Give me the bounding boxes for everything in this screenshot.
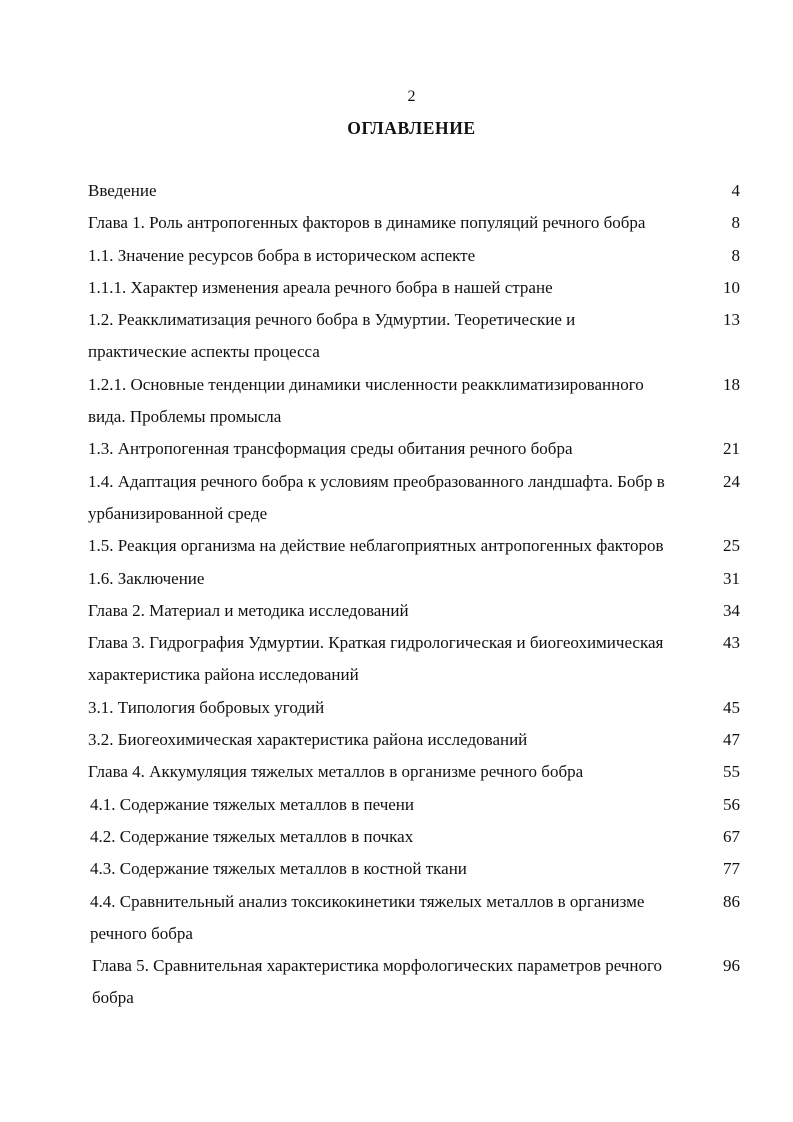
toc-entry-text: Глава 3. Гидрография Удмуртии. Краткая гидрологическая и биогеохимическая характеристика района исследований (88, 633, 664, 685)
toc-entry-page: 21 (723, 439, 740, 459)
toc-entry-text: Введение (88, 181, 157, 200)
toc-entry-text: 4.4. Сравнительный анализ токсикокинетики тяжелых металлов в организме речного бобра (90, 891, 645, 943)
toc-entry-chapter-3 (88, 627, 740, 692)
toc-entry-page: 77 (723, 859, 740, 879)
toc-entry-text: 1.2.1. Основные тенденции динамики численности реакклиматизированного вида. Проблемы промысла (88, 374, 644, 427)
toc-entry-page: 47 (723, 730, 740, 750)
toc-entry-chapter-2 (88, 595, 740, 627)
toc-entry-page: 45 (723, 697, 740, 717)
toc-entry-page: 25 (723, 536, 740, 556)
toc-entry-page: 18 (723, 374, 740, 394)
toc-entry-text: 1.5. Реакция организма на действие неблагоприятных антропогенных факторов (88, 536, 664, 556)
toc-entry-page: 43 (723, 633, 740, 653)
toc-entry-introduction (88, 175, 740, 207)
toc-entry-page: 8 (731, 245, 740, 265)
toc-entry-1-2 (88, 304, 740, 369)
toc-entry-1-3 (88, 433, 740, 465)
toc-entry-text: Глава 4. Аккумуляция тяжелых металлов в организме речного бобра (88, 762, 584, 782)
toc-entry-chapter-4 (88, 756, 740, 788)
page-number: 2 (407, 88, 416, 105)
toc-entry-text: Глава 1. Роль антропогенных факторов в динамике популяций речного бобра (88, 213, 646, 233)
toc-entry-1-2-1 (88, 369, 740, 434)
toc-entry-page: 24 (723, 471, 740, 491)
toc-entry-text: 1.6. Заключение (88, 568, 205, 588)
toc-entry-text: Глава 2. Материал и методика исследований (88, 600, 409, 620)
toc-entry-chapter-1 (88, 207, 740, 239)
toc-entry-page: 8 (731, 213, 740, 233)
toc-title: ОГЛАВЛЕНИЕ (347, 118, 476, 138)
toc-entry-text: 1.1.1. Характер изменения ареала речного бобра в нашей стране (88, 277, 553, 297)
toc-entry-text: 4.3. Содержание тяжелых металлов в костной ткани (90, 859, 467, 879)
toc-entry-text: 1.4. Адаптация речного бобра к условиям преобразованного ландшафта. Бобр в урбанизированной среде (88, 471, 665, 523)
toc-entry-1-1 (88, 240, 740, 272)
toc-entry-text: 1.3. Антропогенная трансформация среды обитания речного бобра (88, 439, 573, 459)
toc-entry-page: 10 (723, 277, 740, 297)
toc-entry-3-1 (88, 692, 740, 724)
toc-entry-page: 55 (723, 762, 740, 782)
toc-entry-page: 4 (731, 181, 740, 200)
toc-entry-chapter-5 (92, 950, 740, 1015)
toc-entry-text: 4.1. Содержание тяжелых металлов в печени (90, 794, 414, 814)
toc-entry-3-2 (88, 724, 740, 756)
toc-entry-text: 3.2. Биогеохимическая характеристика района исследований (88, 730, 528, 750)
toc-entry-page: 34 (723, 600, 740, 620)
toc-entry-1-6 (88, 563, 740, 595)
toc-entry-1-4 (88, 466, 740, 531)
toc-entry-1-1-1 (88, 272, 740, 304)
toc-entry-page: 56 (723, 794, 740, 814)
toc-entry-page: 86 (723, 891, 740, 911)
toc-entry-text: Глава 5. Сравнительная характеристика морфологических параметров речного бобра (92, 956, 663, 1008)
toc-entry-4-1 (90, 789, 740, 821)
toc-entry-page: 13 (723, 310, 740, 330)
toc-entry-text: 1.1. Значение ресурсов бобра в историческом аспекте (88, 245, 476, 265)
toc-entry-page: 96 (723, 956, 740, 976)
toc-entry-page: 67 (723, 826, 740, 846)
table-of-contents (88, 175, 740, 1015)
toc-entry-1-5 (88, 530, 740, 562)
toc-entry-4-2 (90, 821, 740, 853)
toc-entry-4-4 (90, 886, 740, 951)
toc-entry-text: 1.2. Реакклиматизация речного бобра в Удмуртии. Теоретические и практические аспекты процесса (88, 310, 576, 362)
toc-entry-page: 31 (723, 568, 740, 588)
toc-entry-4-3 (90, 853, 740, 885)
toc-entry-text: 4.2. Содержание тяжелых металлов в почках (90, 826, 414, 846)
toc-entry-text: 3.1. Типология бобровых угодий (88, 697, 325, 717)
